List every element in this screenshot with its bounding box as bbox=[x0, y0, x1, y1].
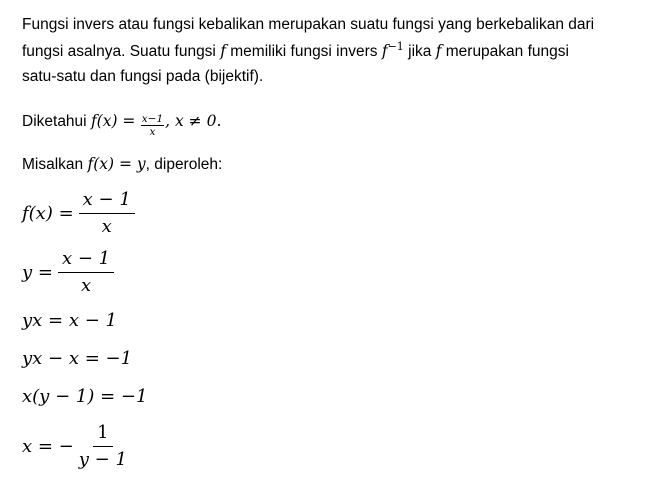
intro-line-3-text: satu-satu dan fungsi pada (bijektif). bbox=[22, 68, 264, 85]
step-1-equation bbox=[22, 190, 135, 237]
step-6-fraction bbox=[79, 423, 127, 470]
step-2-denominator: x bbox=[80, 275, 92, 296]
given-line bbox=[22, 108, 221, 138]
step-6-equation bbox=[22, 423, 127, 470]
given-prefix: Diketahui bbox=[22, 113, 91, 130]
intro-line-1-text: Fungsi invers atau fungsi kebalikan merupakan suatu fungsi yang berkebalikan dari bbox=[22, 16, 595, 33]
step-5-equation bbox=[22, 386, 147, 407]
given-function: f(x) = bbox=[90, 112, 136, 130]
intro-text-a: fungsi asalnya. Suatu fungsi bbox=[22, 43, 221, 60]
intro-line-3 bbox=[22, 64, 263, 90]
suppose-prefix: Misalkan bbox=[22, 156, 88, 173]
step-5-text: x(y − 1) = −1 bbox=[22, 386, 148, 407]
suppose-suffix: , diperoleh: bbox=[145, 156, 223, 173]
step-2-numerator: x − 1 bbox=[58, 249, 114, 273]
given-numerator: x−1 bbox=[141, 113, 164, 125]
step-1-numerator: x − 1 bbox=[79, 190, 135, 214]
step-1-denominator: x bbox=[101, 216, 112, 237]
step-2-fraction bbox=[58, 249, 114, 296]
step-1-lhs: f(x) = bbox=[22, 203, 74, 224]
step-6-numerator: 1 bbox=[93, 423, 112, 447]
intro-line-2 bbox=[22, 38, 569, 65]
step-6-lhs: x = − bbox=[22, 436, 74, 457]
step-3-equation bbox=[22, 310, 117, 331]
inverse-exponent: −1 bbox=[387, 40, 404, 53]
given-denominator: x bbox=[149, 126, 156, 138]
step-4-text: yx − x = −1 bbox=[22, 348, 133, 369]
given-fraction bbox=[141, 113, 164, 138]
step-6-denominator: y − 1 bbox=[78, 449, 127, 470]
step-3-text: yx = x − 1 bbox=[22, 310, 117, 331]
suppose-expression: f(x) = y bbox=[87, 155, 146, 173]
suppose-line bbox=[22, 151, 222, 178]
function-symbol: f bbox=[435, 42, 442, 60]
intro-text-c: jika bbox=[403, 43, 436, 60]
step-1-fraction bbox=[79, 190, 135, 237]
intro-text-b: memiliki fungsi invers bbox=[225, 43, 382, 60]
given-condition: , x ≠ 0. bbox=[165, 112, 222, 130]
function-symbol: f bbox=[220, 42, 226, 60]
intro-text-d: merupakan fungsi bbox=[441, 43, 569, 60]
step-2-equation bbox=[22, 249, 114, 296]
function-symbol: f bbox=[381, 42, 388, 60]
step-2-lhs: y = bbox=[22, 262, 53, 283]
intro-line-1 bbox=[22, 12, 594, 38]
step-4-equation bbox=[22, 348, 132, 369]
